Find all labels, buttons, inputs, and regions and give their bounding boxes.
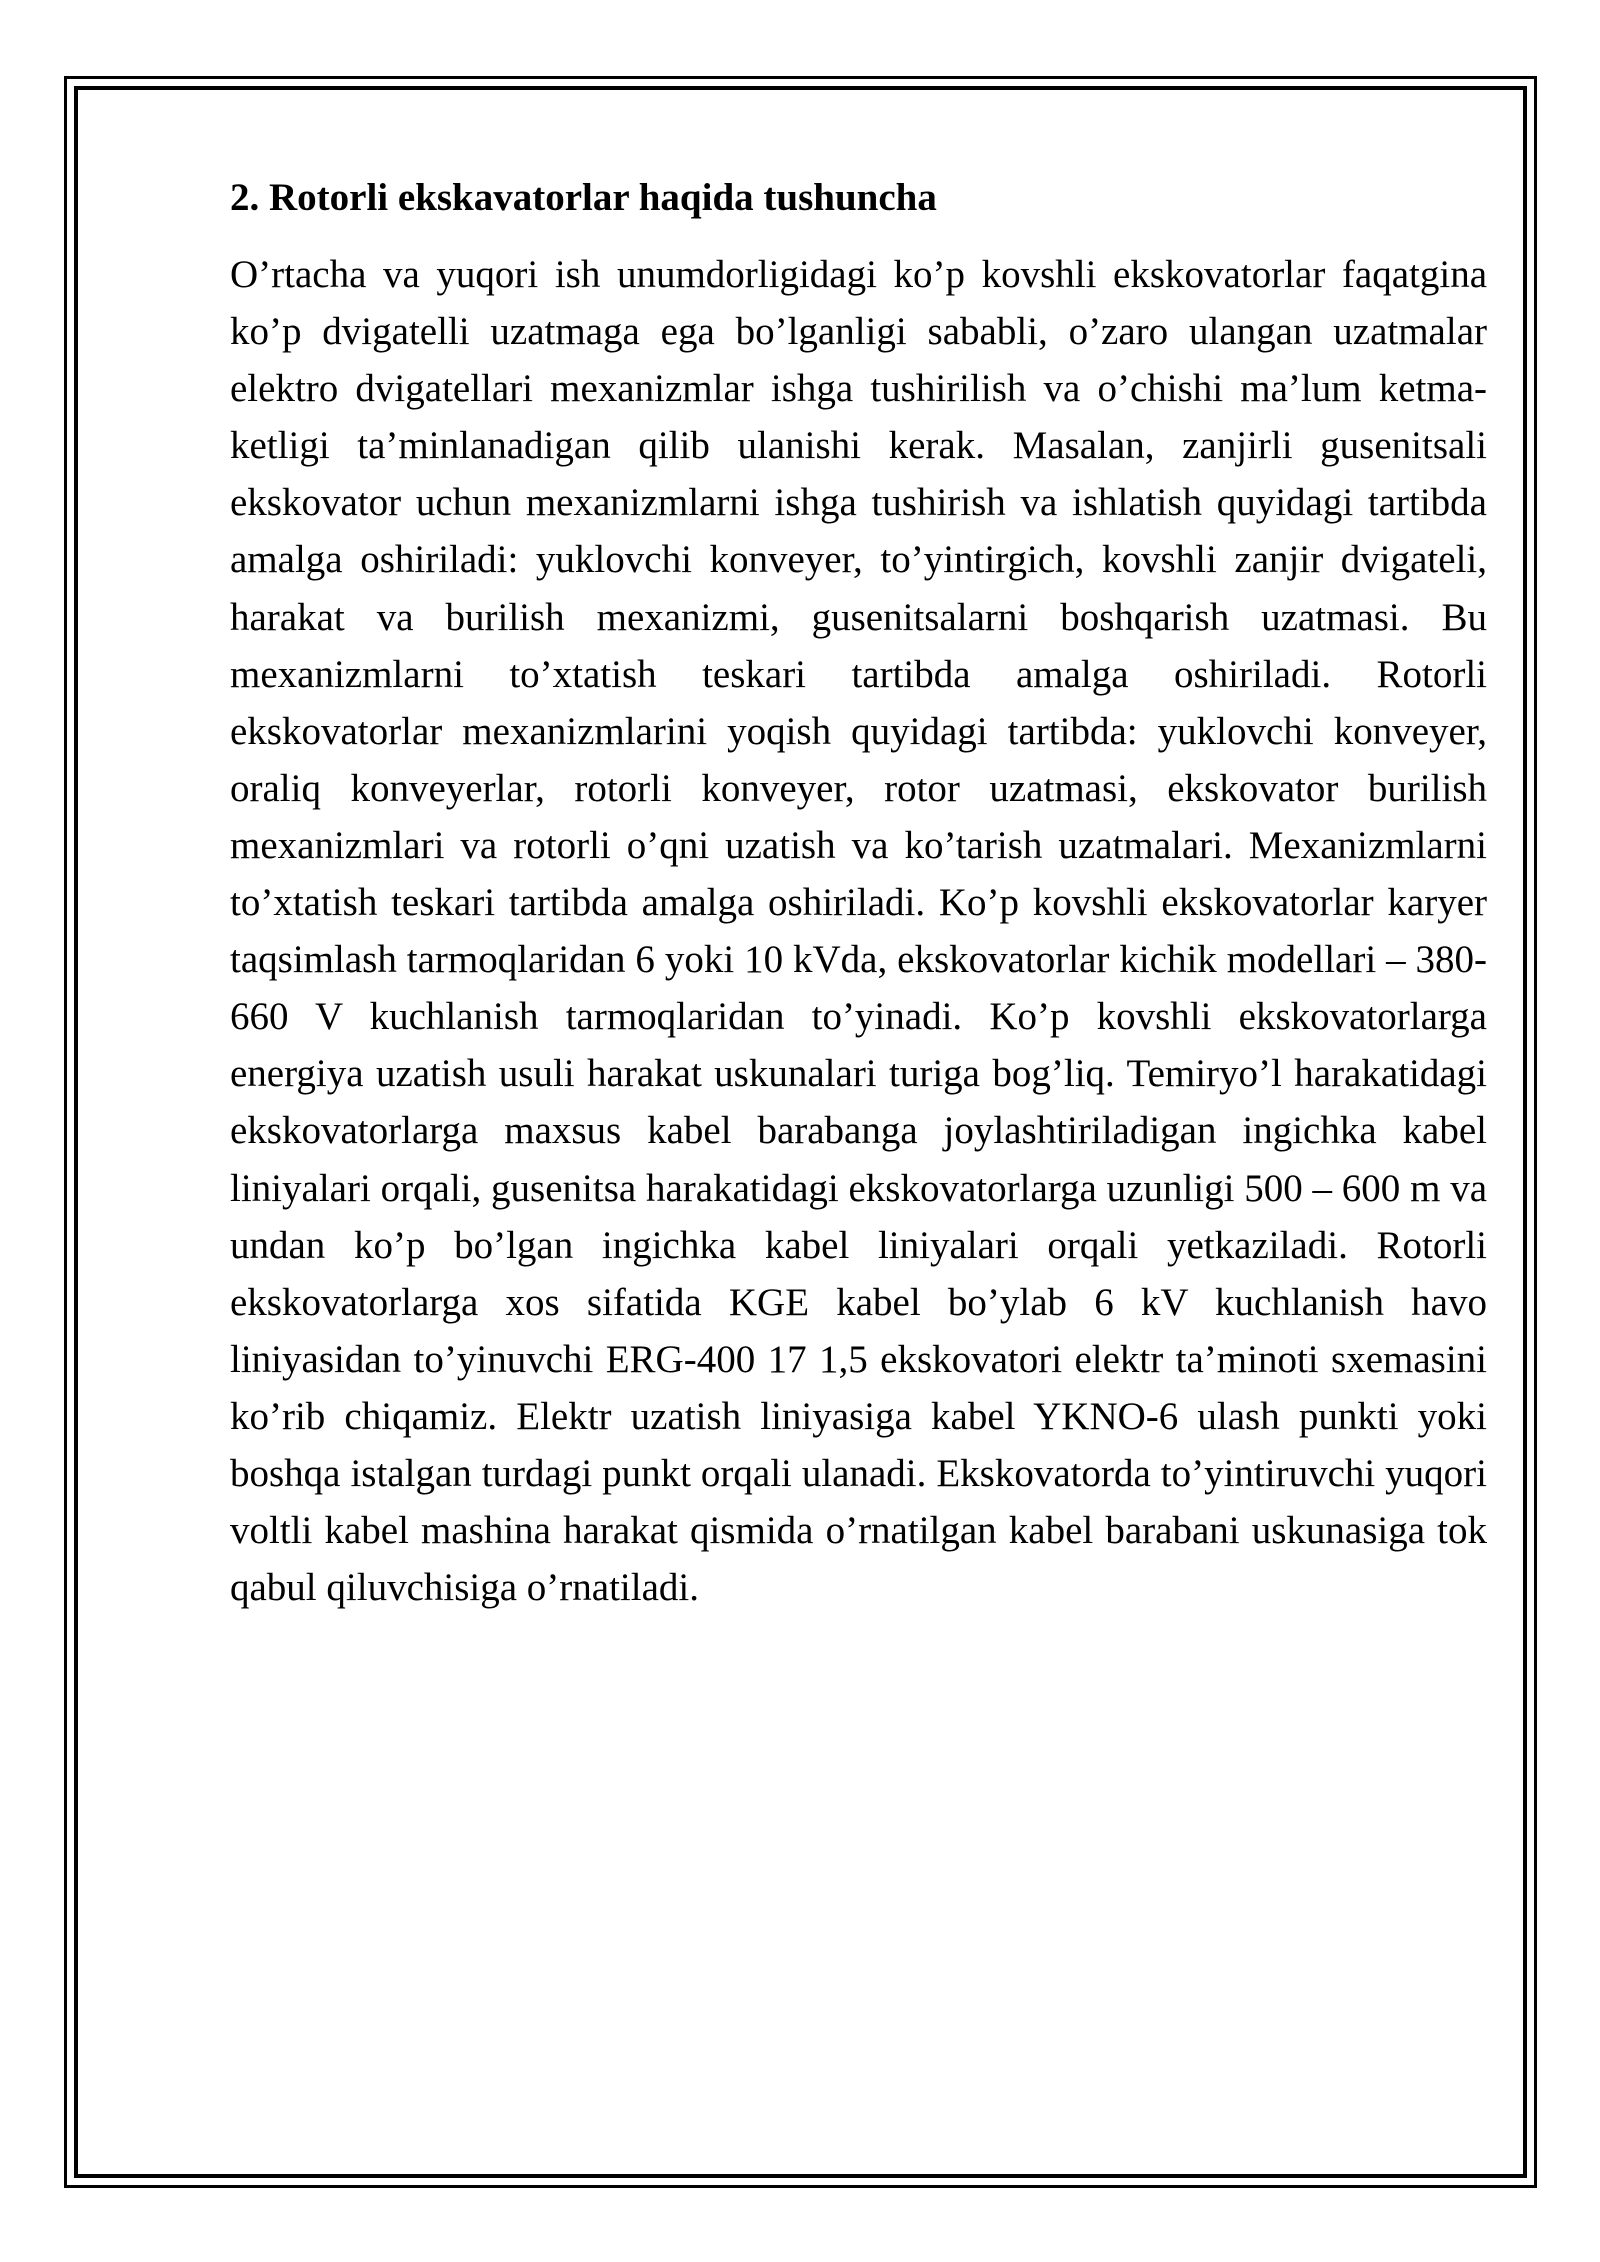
section-heading: 2. Rotorli ekskavatorlar haqida tushuncha	[230, 176, 937, 219]
body-paragraph: O’rtacha va yuqori ish unumdorligidagi ko’p kovshli ekskovatorlar faqatgina ko’p dvigatelli uzatmaga ega bo’lganligi sababli, o’zaro ulangan uzatmalar elektro dvigatellari mexanizmlar ishga tushirilish va o’chishi ma’lum ketma-ketligi ta’minlanadigan qilib ulanishi kerak. Masalan, zanjirli gusenitsali ekskovator uchun mexanizmlarni ishga tushirish va ishlatish quyidagi tartibda amalga oshiriladi: yuklovchi konveyer, to’yintirgich, kovshli zanjir dvigateli, harakat va burilish mexanizmi, gusenitsalarni boshqarish uzatmasi. Bu mexanizmlarni to’xtatish teskari tartibda amalga oshiriladi. Rotorli ekskovatorlar mexanizmlarini yoqish quyidagi tartibda: yuklovchi konveyer, oraliq konveyerlar, rotorli konveyer, rotor uzatmasi, ekskovator burilish mexanizmlari va rotorli o’qni uzatish va ko’tarish uzatmalari. Mexanizmlarni to’xtatish teskari tartibda amalga oshiriladi. Ko’p kovshli ekskovatorlar karyer taqsimlash tarmoqlaridan 6 yoki 10 kVda, ekskovatorlar kichik modellari – 380-660 V kuchlanish tarmoqlaridan to’yinadi. Ko’p kovshli ekskovatorlarga energiya uzatish usuli harakat uskunalari turiga bog’liq. Temiryo’l harakatidagi ekskovatorlarga maxsus kabel barabanga joylashtiriladigan ingichka kabel liniyalari orqali, gusenitsa harakatidagi ekskovatorlarga uzunligi 500 – 600 m va undan ko’p bo’lgan ingichka kabel liniyalari orqali yetkaziladi. Rotorli ekskovatorlarga xos sifatida KGE kabel bo’ylab 6 kV kuchlanish havo liniyasidan to’yinuvchi ERG-400 17 1,5 ekskovatori elektr ta’minoti sxemasini ko’rib chiqamiz. Elektr uzatish liniyasiga kabel YKNO-6 ulash punkti yoki boshqa istalgan turdagi punkt orqali ulanadi. Ekskovatorda to’yintiruvchi yuqori voltli kabel mashina harakat qismida o’rnatilgan kabel barabani uskunasiga tok qabul qiluvchisiga o’rnatiladi.	[230, 253, 1487, 1610]
document-content	[230, 170, 1487, 1616]
